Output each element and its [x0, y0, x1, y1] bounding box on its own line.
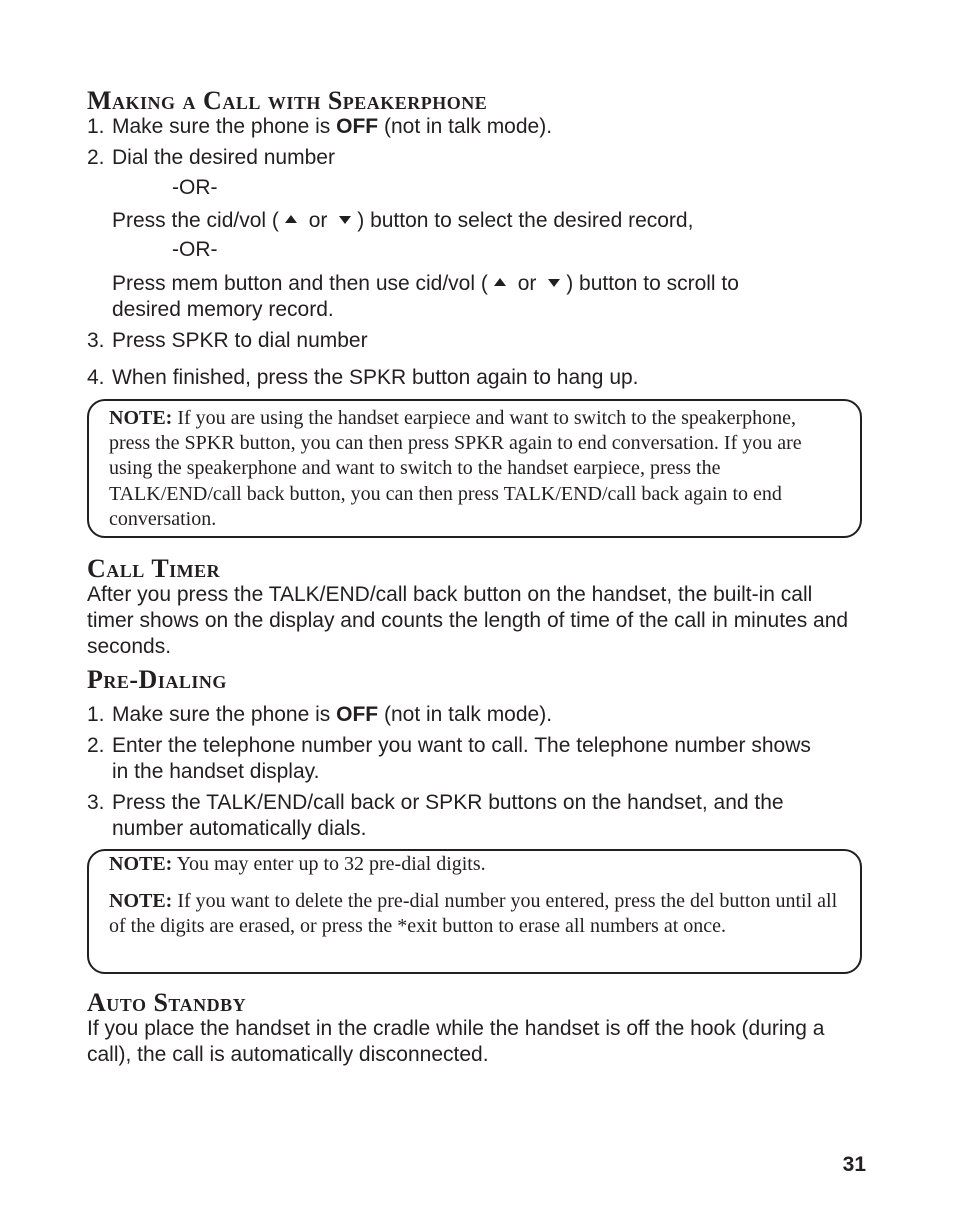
option-mem-line2: desired memory record.: [112, 298, 334, 321]
step-make-sure-off: Make sure the phone is OFF (not in talk mode).: [112, 115, 553, 138]
step-number: 3.: [87, 329, 105, 352]
step-number: 1.: [87, 115, 105, 138]
step-press-spkr: Press SPKR to dial number: [112, 329, 368, 352]
triangle-down-icon: [339, 216, 351, 224]
step-number: 4.: [87, 366, 105, 389]
note-speakerphone: NOTE: If you are using the handset earpiece and want to switch to the speakerphone, press the SPKR button, you can then press SPKR again to end conversation. If you are using the speakerphone and want to switch to the handset earpiece, press the TALK/END/call back button, you can then press TALK/END/call back again to end conversation.: [109, 407, 802, 530]
note-box-speakerphone: [87, 399, 862, 538]
or-separator: -OR-: [172, 238, 218, 261]
page-number: 31: [842, 1153, 866, 1176]
auto-standby-body: If you place the handset in the cradle while the handset is off the hook (during a call), the call is automatically disconnected.: [87, 1017, 825, 1066]
triangle-up-icon: [494, 278, 506, 286]
step-number: 3.: [87, 791, 105, 814]
triangle-down-icon: [548, 279, 560, 287]
step-number: 1.: [87, 703, 105, 726]
heading-making-call: Making a Call with Speakerphone: [87, 86, 488, 115]
step-number: 2.: [87, 146, 105, 169]
call-timer-body: After you press the TALK/END/call back button on the handset, the built-in call timer shows on the display and counts the length of time of the call in minutes and seconds.: [87, 583, 849, 658]
step-number: 2.: [87, 734, 105, 757]
triangle-up-icon: [285, 215, 297, 223]
heading-pre-dialing: Pre-Dialing: [87, 665, 227, 694]
step-dial-number: Dial the desired number: [112, 146, 335, 169]
off-label: OFF: [336, 115, 379, 138]
pre-step-press-talk: Press the TALK/END/call back or SPKR buttons on the handset, and the number automatically dials.: [112, 791, 784, 840]
note-pre-dial-digits: NOTE: You may enter up to 32 pre-dial digits.: [109, 853, 486, 875]
heading-call-timer: Call Timer: [87, 554, 221, 583]
note-box-pre-dial: [87, 849, 862, 974]
option-cid-vol: Press the cid/vol ( or ) button to select the desired record,: [112, 209, 694, 232]
note-delete-pre-dial: NOTE: If you want to delete the pre-dial number you entered, press the del button until all of the digits are erased, or press the *exit button to erase all numbers at once.: [109, 890, 838, 938]
or-separator: -OR-: [172, 176, 218, 199]
step-hang-up: When finished, press the SPKR button again to hang up.: [112, 366, 639, 389]
heading-auto-standby: Auto Standby: [87, 988, 247, 1017]
option-mem: Press mem button and then use cid/vol ( or ) button to scroll to: [112, 272, 739, 295]
pre-step-enter-number: Enter the telephone number you want to call. The telephone number shows in the handset display.: [112, 734, 811, 783]
off-label: OFF: [336, 703, 379, 726]
pre-step-make-sure-off: Make sure the phone is OFF (not in talk mode).: [112, 703, 553, 726]
